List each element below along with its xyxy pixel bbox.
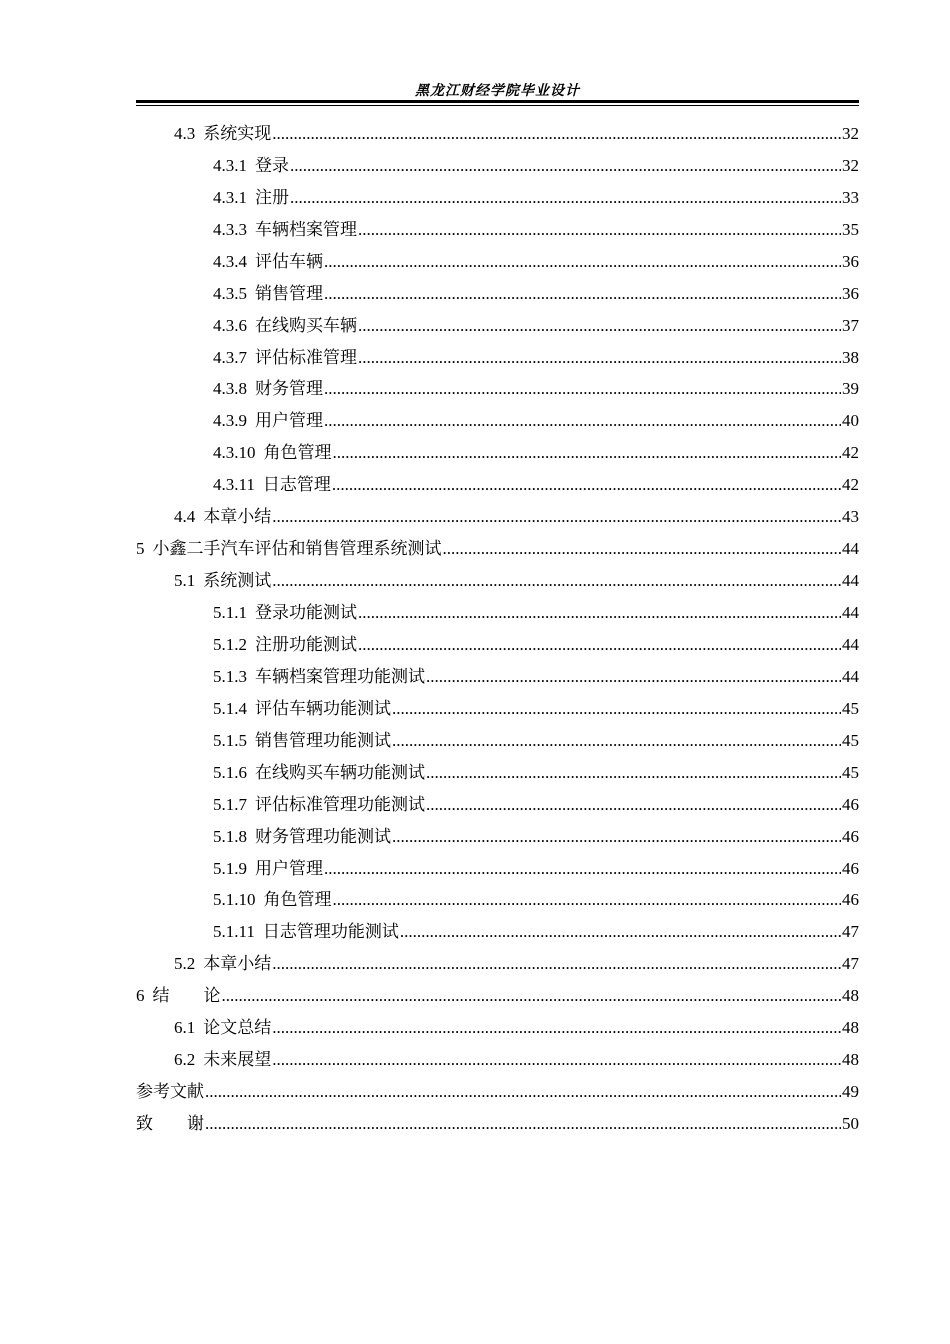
toc-entry-title-group bbox=[174, 119, 271, 144]
toc-entry-number: 5.1.5 bbox=[213, 730, 247, 750]
toc-entry-number: 4.3.11 bbox=[213, 475, 255, 495]
toc-entry-title-group bbox=[213, 885, 332, 910]
toc-entry-title-group bbox=[213, 374, 323, 399]
toc-entry-number: 5.1.11 bbox=[213, 922, 255, 942]
toc-dot-leader bbox=[426, 668, 841, 685]
toc-entry-number: 6.2 bbox=[174, 1050, 196, 1070]
toc-dot-leader bbox=[358, 317, 841, 334]
toc-dot-leader bbox=[358, 604, 841, 621]
toc-entry-title-group bbox=[213, 822, 391, 847]
toc-entry-title-group bbox=[136, 534, 442, 559]
toc-entry-number: 4.3.6 bbox=[213, 315, 247, 335]
toc-entry-page-number: 44 bbox=[842, 571, 859, 591]
toc-entry-title: 评估车辆功能测试 bbox=[255, 698, 391, 718]
toc-entry-page-number: 46 bbox=[842, 826, 859, 846]
toc-entry[interactable] bbox=[136, 150, 859, 182]
toc-dot-leader bbox=[358, 221, 841, 238]
toc-entry-title-group bbox=[174, 502, 271, 527]
toc-dot-leader bbox=[392, 828, 841, 845]
toc-entry-page-number: 49 bbox=[842, 1082, 859, 1102]
toc-entry-number: 5.1.1 bbox=[213, 603, 247, 622]
toc-entry-title-group bbox=[213, 151, 289, 176]
toc-entry-title-group bbox=[136, 1077, 204, 1102]
toc-entry-page-number: 48 bbox=[842, 1018, 859, 1038]
toc-entry-title-group bbox=[174, 949, 271, 974]
toc-entry-page-number: 48 bbox=[842, 986, 859, 1006]
toc-entry-title: 参考文献 bbox=[136, 1082, 204, 1102]
toc-entry-number: 4.3.1 bbox=[213, 187, 247, 207]
toc-dot-leader bbox=[272, 508, 841, 525]
toc-entry-title: 在线购买车辆 bbox=[255, 315, 357, 335]
toc-entry-number: 4.4 bbox=[174, 507, 196, 527]
toc-entry[interactable] bbox=[136, 725, 859, 757]
toc-entry-title-group bbox=[213, 790, 425, 815]
toc-entry-title-group bbox=[213, 470, 331, 495]
toc-entry-title: 结 论 bbox=[152, 986, 221, 1006]
toc-entry-page-number: 43 bbox=[842, 507, 859, 527]
toc-entry-title: 用户管理 bbox=[255, 411, 323, 431]
toc-entry-number: 6.1 bbox=[174, 1018, 196, 1038]
toc-dot-leader bbox=[358, 636, 841, 653]
toc-entry-page-number: 42 bbox=[842, 443, 859, 463]
toc-entry-title: 车辆档案管理 bbox=[255, 219, 357, 239]
toc-entry[interactable] bbox=[136, 182, 859, 214]
toc-entry-page-number: 45 bbox=[842, 730, 859, 750]
toc-entry-page-number: 48 bbox=[842, 1050, 859, 1070]
toc-dot-leader bbox=[333, 444, 842, 461]
toc-entry-number: 5.1.3 bbox=[213, 666, 247, 686]
toc-entry-page-number: 46 bbox=[842, 890, 859, 910]
toc-entry[interactable] bbox=[136, 661, 859, 693]
toc-dot-leader bbox=[358, 349, 841, 366]
toc-dot-leader bbox=[324, 285, 841, 302]
toc-entry-page-number: 36 bbox=[842, 283, 859, 303]
toc-entry-title-group bbox=[174, 1045, 271, 1070]
toc-entry[interactable] bbox=[136, 821, 859, 853]
toc-entry-title: 系统测试 bbox=[203, 571, 272, 591]
toc-dot-leader bbox=[272, 125, 841, 142]
toc-entry-page-number: 39 bbox=[842, 379, 859, 399]
toc-entry-title-group bbox=[213, 406, 323, 431]
toc-entry-number: 4.3.5 bbox=[213, 283, 247, 303]
toc-entry-title-group bbox=[136, 1109, 204, 1134]
toc-entry-number: 5.1.7 bbox=[213, 794, 247, 814]
toc-dot-leader bbox=[324, 860, 841, 877]
toc-entry-title-group bbox=[213, 854, 323, 879]
toc-entry-title: 论文总结 bbox=[203, 1018, 272, 1038]
toc-entry-page-number: 42 bbox=[842, 475, 859, 495]
toc-entry-page-number: 46 bbox=[842, 794, 859, 814]
toc-entry-title-group bbox=[213, 694, 391, 719]
toc-entry-page-number: 44 bbox=[842, 634, 859, 654]
toc-dot-leader bbox=[426, 796, 841, 813]
toc-entry-number: 5.1.2 bbox=[213, 634, 247, 654]
toc-entry-number: 4.3.9 bbox=[213, 411, 247, 431]
toc-entry[interactable] bbox=[136, 214, 859, 246]
toc-entry-number: 4.3.7 bbox=[213, 347, 247, 367]
toc-entry-number: 4.3.8 bbox=[213, 379, 247, 399]
toc-entry-number: 4.3.10 bbox=[213, 443, 256, 463]
table-of-contents bbox=[136, 118, 859, 1140]
toc-entry-title: 角色管理 bbox=[263, 890, 332, 910]
toc-entry-title: 在线购买车辆功能测试 bbox=[255, 762, 425, 782]
toc-dot-leader bbox=[324, 380, 841, 397]
toc-entry-number: 4.3.4 bbox=[213, 251, 247, 271]
toc-entry-title-group bbox=[174, 1013, 271, 1038]
toc-entry-title-group bbox=[213, 917, 399, 942]
toc-dot-leader bbox=[272, 1051, 841, 1068]
toc-entry-page-number: 33 bbox=[842, 187, 859, 207]
toc-dot-leader bbox=[400, 923, 841, 940]
toc-entry[interactable] bbox=[136, 1108, 859, 1140]
toc-entry-page-number: 46 bbox=[842, 858, 859, 878]
toc-entry-title-group bbox=[213, 343, 357, 368]
toc-entry[interactable] bbox=[136, 342, 859, 374]
toc-dot-leader bbox=[333, 891, 842, 908]
toc-entry-title: 日志管理 bbox=[262, 475, 331, 495]
toc-entry[interactable] bbox=[136, 469, 859, 501]
toc-entry-title: 销售管理功能测试 bbox=[255, 730, 391, 750]
toc-entry[interactable] bbox=[136, 374, 859, 406]
toc-entry-number: 4.3 bbox=[174, 123, 196, 143]
toc-entry-page-number: 37 bbox=[842, 315, 859, 335]
toc-entry[interactable] bbox=[136, 310, 859, 342]
toc-entry-title: 本章小结 bbox=[203, 507, 272, 527]
toc-entry-title-group bbox=[213, 183, 289, 208]
toc-entry[interactable] bbox=[136, 278, 859, 310]
toc-entry[interactable] bbox=[136, 246, 859, 278]
toc-entry-title: 评估标准管理功能测试 bbox=[255, 794, 425, 814]
toc-entry-title: 财务管理功能测试 bbox=[255, 826, 391, 846]
toc-entry-page-number: 50 bbox=[842, 1114, 859, 1133]
toc-entry-page-number: 36 bbox=[842, 251, 859, 271]
toc-entry-page-number: 47 bbox=[842, 954, 859, 974]
toc-entry-title-group bbox=[213, 598, 357, 623]
toc-entry-title-group bbox=[213, 758, 425, 783]
toc-dot-leader bbox=[222, 987, 842, 1004]
toc-entry-title: 本章小结 bbox=[203, 954, 272, 974]
toc-entry-title: 登录功能测试 bbox=[255, 603, 357, 622]
toc-entry-number: 5.1.4 bbox=[213, 698, 247, 718]
toc-entry[interactable] bbox=[136, 1044, 859, 1076]
toc-entry-number: 5.1.6 bbox=[213, 762, 247, 782]
toc-entry-page-number: 32 bbox=[842, 155, 859, 175]
page-header-title: 黑龙江财经学院毕业设计 bbox=[415, 84, 580, 99]
toc-dot-leader bbox=[324, 412, 841, 429]
toc-entry-title: 未来展望 bbox=[203, 1050, 272, 1070]
toc-entry-title-group bbox=[213, 438, 332, 463]
toc-entry[interactable] bbox=[136, 885, 859, 917]
toc-entry-title-group bbox=[136, 981, 221, 1006]
toc-dot-leader bbox=[443, 540, 842, 557]
toc-entry-title-group bbox=[213, 247, 323, 272]
toc-entry[interactable] bbox=[136, 1076, 859, 1108]
toc-entry-title: 日志管理功能测试 bbox=[262, 922, 399, 942]
toc-dot-leader bbox=[272, 1019, 841, 1036]
toc-entry[interactable] bbox=[136, 533, 859, 565]
toc-entry-title: 车辆档案管理功能测试 bbox=[255, 666, 425, 686]
toc-entry[interactable] bbox=[136, 853, 859, 885]
toc-entry-number: 4.3.3 bbox=[213, 219, 247, 239]
header-rule-thin bbox=[136, 105, 859, 106]
toc-entry-page-number: 32 bbox=[842, 123, 859, 143]
toc-entry[interactable] bbox=[136, 118, 859, 150]
toc-entry-number: 5.1.8 bbox=[213, 826, 247, 846]
toc-entry-number: 5.1 bbox=[174, 571, 196, 591]
toc-entry-page-number: 44 bbox=[842, 666, 859, 686]
toc-entry[interactable] bbox=[136, 693, 859, 725]
toc-entry-number: 5.1.10 bbox=[213, 890, 256, 910]
toc-dot-leader bbox=[205, 1083, 841, 1100]
toc-entry-title-group bbox=[213, 726, 391, 751]
toc-entry-title: 销售管理 bbox=[255, 283, 323, 303]
toc-entry-page-number: 47 bbox=[842, 922, 859, 942]
toc-entry-title-group bbox=[213, 215, 357, 240]
toc-entry-number: 6 bbox=[136, 986, 145, 1006]
toc-entry-title: 评估标准管理 bbox=[255, 347, 357, 367]
toc-dot-leader bbox=[290, 157, 841, 174]
toc-entry[interactable] bbox=[136, 437, 859, 469]
toc-dot-leader bbox=[392, 700, 841, 717]
toc-entry-title: 财务管理 bbox=[255, 379, 323, 399]
toc-entry-title: 注册 bbox=[255, 187, 289, 207]
toc-entry-title-group bbox=[213, 662, 425, 687]
toc-dot-leader bbox=[392, 732, 841, 749]
toc-entry-title: 登录 bbox=[255, 155, 289, 175]
toc-entry[interactable] bbox=[136, 565, 859, 597]
toc-entry-title: 小鑫二手汽车评估和销售管理系统测试 bbox=[152, 539, 442, 559]
toc-entry[interactable] bbox=[136, 501, 859, 533]
toc-entry-title: 评估车辆 bbox=[255, 251, 323, 271]
toc-entry-title-group bbox=[213, 279, 323, 304]
toc-entry[interactable] bbox=[136, 916, 859, 948]
toc-entry-number: 5.1.9 bbox=[213, 858, 247, 878]
toc-entry-title: 致 谢 bbox=[136, 1114, 204, 1133]
toc-entry[interactable] bbox=[136, 1012, 859, 1044]
toc-entry-page-number: 38 bbox=[842, 347, 859, 367]
toc-entry-page-number: 45 bbox=[842, 698, 859, 718]
toc-dot-leader bbox=[332, 476, 841, 493]
toc-entry-page-number: 44 bbox=[842, 539, 859, 559]
toc-dot-leader bbox=[290, 189, 841, 206]
toc-dot-leader bbox=[205, 1115, 841, 1132]
toc-entry-page-number: 44 bbox=[842, 603, 859, 622]
toc-entry[interactable] bbox=[136, 757, 859, 789]
header-rule-thick bbox=[136, 100, 859, 103]
toc-entry[interactable] bbox=[136, 948, 859, 980]
toc-dot-leader bbox=[272, 572, 841, 589]
toc-entry[interactable] bbox=[136, 405, 859, 437]
toc-entry-page-number: 45 bbox=[842, 762, 859, 782]
toc-entry-title-group bbox=[213, 311, 357, 336]
toc-dot-leader bbox=[426, 764, 841, 781]
toc-entry[interactable] bbox=[136, 629, 859, 661]
toc-entry-title: 角色管理 bbox=[263, 443, 332, 463]
toc-entry-page-number: 40 bbox=[842, 411, 859, 431]
toc-entry-title: 系统实现 bbox=[203, 123, 272, 143]
toc-dot-leader bbox=[272, 955, 841, 972]
toc-entry[interactable] bbox=[136, 789, 859, 821]
toc-entry-title-group bbox=[174, 566, 271, 591]
toc-dot-leader bbox=[324, 253, 841, 270]
toc-entry-number: 5 bbox=[136, 539, 145, 559]
toc-entry-title: 注册功能测试 bbox=[255, 634, 357, 654]
toc-entry[interactable] bbox=[136, 597, 859, 629]
toc-entry[interactable] bbox=[136, 980, 859, 1012]
toc-entry-number: 5.2 bbox=[174, 954, 196, 974]
toc-entry-title-group bbox=[213, 630, 357, 655]
toc-entry-number: 4.3.1 bbox=[213, 155, 247, 175]
toc-entry-title: 用户管理 bbox=[255, 858, 323, 878]
toc-entry-page-number: 35 bbox=[842, 219, 859, 239]
